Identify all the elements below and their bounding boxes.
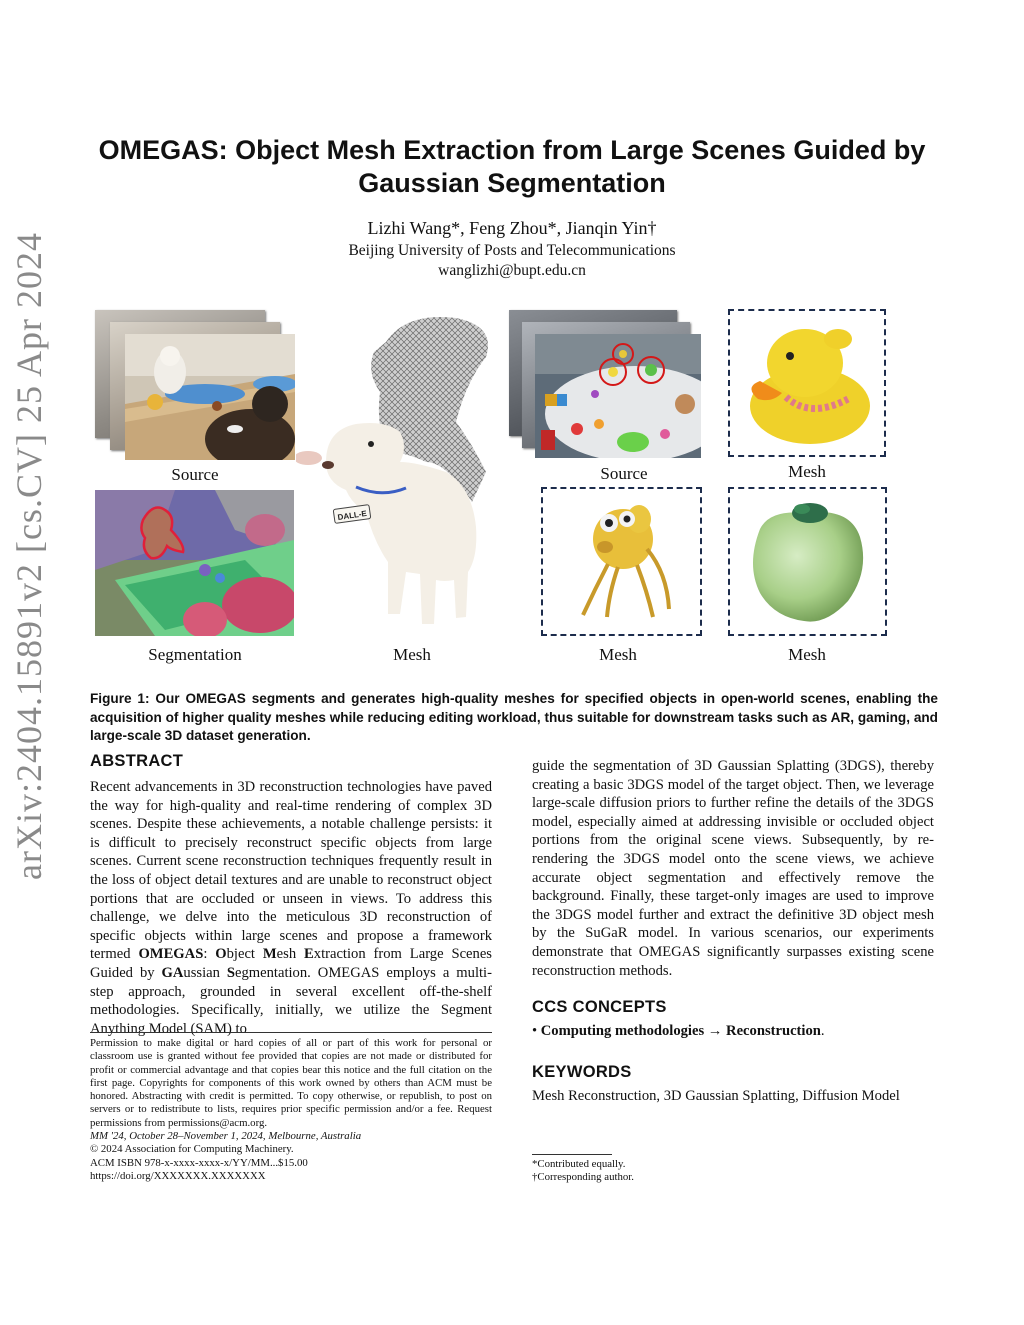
footnote-rule (90, 1032, 492, 1033)
jake-mesh-frame (541, 487, 702, 636)
conference-venue: MM '24, October 28–November 1, 2024, Melbourne, Australia (90, 1130, 362, 1143)
label-mesh-duck: Mesh (788, 462, 826, 481)
arxiv-identifier: arXiv:2404.15891v2 [cs.CV] 25 Apr 2024 (9, 232, 49, 880)
duck-mesh-frame (728, 309, 886, 457)
dall-e-tag: DALL-E (337, 508, 368, 522)
ccs-concept: Computing methodologies → Reconstruction (540, 1023, 821, 1039)
source-image-right (535, 334, 701, 458)
footnote-corresponding: †Corresponding author. (532, 1171, 634, 1184)
abstract-paragraph-2-continued: guide the segmentation of 3D Gaussian Splatting (3DGS), thereby creating a basic 3DGS model of the target object. Then, we leverage large-scale diffusion priors to further refine the details of the 3DGS model, especially aimed at addressing invisible or occluded object portions from the original scene views. Subsequently, by re-rendering the 3DGS model onto the scene views, we achieve accurate object segmentation and effectively remove the background. Finally, these target-only images are used to improve the 3DGS model further and extract the definitive 3D object mesh by the SuGaR model. In various scenarios, our experiments demonstrate that OMEGAS significantly surpasses existing scene reconstruction methods. (532, 758, 934, 979)
abstract-paragraph-1: Recent advancements in 3D reconstruction technologies have paved the way for high-quality and real-time rendering of complex 3D scenes. Despite these achievements, a notable challenge persists: it is difficult to precisely reconstruct specific objects from large scenes. Current scene reconstruction techniques frequently result in the loss of object detail textures and are unable to reconstruct object portions that are occluded or unseen in views. To address this challenge, we delve into the meticulous 3D reconstruction of specific objects within large scenes and propose a framework termed (90, 779, 492, 963)
lamb-mesh-render (296, 312, 496, 640)
paper-title: OMEGAS: Object Mesh Extraction from Large Scenes Guided by Gaussian Segmentation (98, 135, 926, 198)
duck-mesh-render (730, 311, 883, 454)
abstract-paragraph-2-start: OMEGAS employs a multi-step approach, grounded in several excellent off-the-shelf methodologies. Specifically, initially, we utilize the Segment Anything Model (SAM) to (90, 964, 492, 1037)
author-footnotes (532, 1158, 934, 1185)
label-segmentation: Segmentation (148, 645, 242, 664)
isbn-line: ACM ISBN 978-x-xxxx-xxxx-x/YY/MM...$15.00 (90, 1156, 308, 1169)
method-expansion: Object Mesh Extraction from Large Scenes Guided by GAussian Segmentation. (90, 946, 492, 981)
label-source-left: Source (171, 465, 219, 484)
affiliation: Beijing University of Posts and Telecommunications (348, 242, 676, 259)
footnote-equal-contribution: *Contributed equally. (532, 1158, 626, 1170)
figure-caption: Figure 1: Our OMEGAS segments and generates high-quality meshes for specified objects in open-world scenes, enabling the acquisition of higher quality meshes while reducing editing workload, thus suitable for downstream tasks such as AR, gaming, and large-scale 3D dataset generation. (90, 691, 938, 743)
permission-text: Permission to make digital or hard copies of all or part of this work for personal or classroom use is granted without fee provided that copies are not made or distributed for profit or commercial advantage and that copies bear this notice and the full citation on the first page. Copyrights for components of this work owned by others than ACM must be honored. Abstracting with credit is permitted. To copy otherwise, or republish, to post on servers or to redistribute to lists, requires prior specific permission and/or a fee. Request permissions from permissions@acm.org. (90, 1037, 492, 1129)
ccs-concepts: • Computing methodologies → Reconstruction. (532, 1023, 825, 1039)
jake-mesh-render (543, 489, 699, 633)
permission-block (90, 1037, 492, 1183)
label-source-right: Source (600, 464, 648, 483)
abstract-heading: ABSTRACT (90, 752, 184, 770)
apple-mesh-frame (728, 487, 887, 636)
author-list: Lizhi Wang*, Feng Zhou*, Jianqin Yin† (367, 218, 657, 238)
apple-mesh-render (730, 489, 884, 633)
method-name: OMEGAS (138, 946, 204, 963)
copyright-line: © 2024 Association for Computing Machinery. (90, 1143, 294, 1156)
ccs-heading: CCS CONCEPTS (532, 998, 667, 1016)
keywords-heading: KEYWORDS (532, 1063, 632, 1081)
doi-link[interactable]: https://doi.org/XXXXXXX.XXXXXXX (90, 1169, 266, 1182)
keywords-text: Mesh Reconstruction, 3D Gaussian Splatting, Diffusion Model (532, 1088, 900, 1104)
abstract-body-left: Recent advancements in 3D reconstruction technologies have paved the way for high-quality and real-time rendering of complex 3D scenes. Despite these achievements, a notable challenge persists: it is difficult to precisely reconstruct specific objects from large scenes. Current scene reconstruction techniques frequently result in the loss of object detail textures and are unable to reconstruct object portions that are occluded or unseen in views. To address this challenge, we delve into the meticulous 3D reconstruction of specific objects within large scenes and propose a framework termed OMEGAS: Object Mesh Extraction from Large Scenes Guided by GAussian Segmentation. OMEGAS employs a multi-step approach, grounded in several excellent off-the-shelf methodologies. Specifically, initially, we utilize the Segment Anything Model (SAM) to (90, 779, 492, 1037)
author-email[interactable]: wanglizhi@bupt.edu.cn (438, 262, 586, 279)
label-mesh-jake: Mesh (599, 645, 637, 664)
abstract-body-right (532, 757, 934, 980)
label-mesh-lamb: Mesh (393, 645, 431, 664)
label-mesh-apple: Mesh (788, 645, 826, 664)
source-image-left (125, 334, 295, 460)
segmentation-image (95, 490, 294, 636)
footnote-rule-right (532, 1154, 612, 1155)
